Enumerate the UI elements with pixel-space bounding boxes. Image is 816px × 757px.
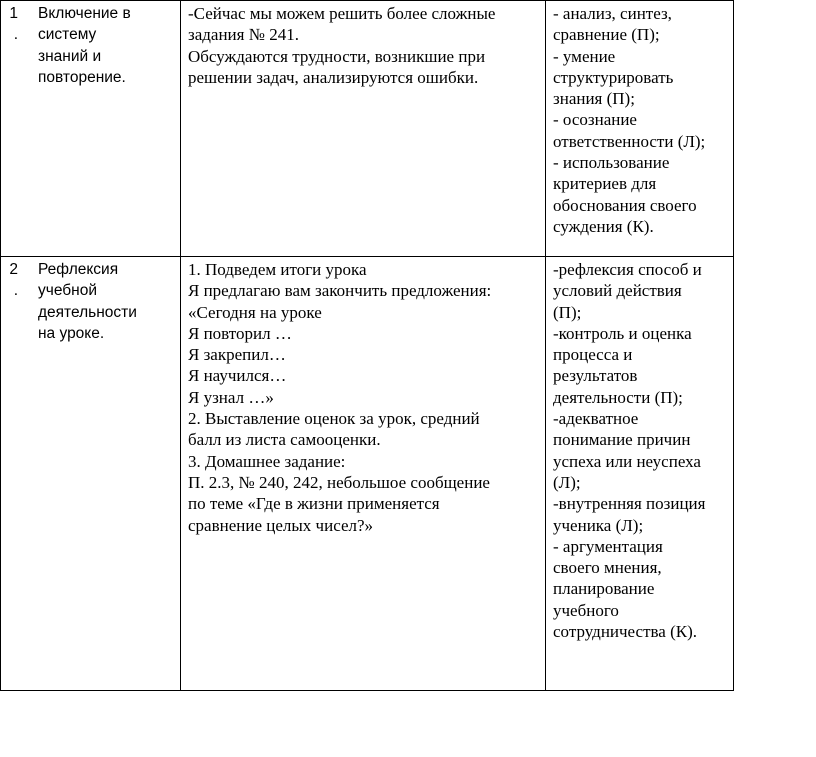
- skill-line: -рефлексия способ и: [553, 260, 702, 279]
- activity-line: Я узнал …»: [188, 387, 274, 407]
- activity-line: по теме «Где в жизни применяется: [188, 494, 440, 514]
- activity-line: задания № 241.: [188, 25, 299, 45]
- skill-line: ученика (Л);: [553, 515, 644, 535]
- activity-line: Обсуждаются трудности, возникшие при: [188, 46, 486, 66]
- skill-line: (П);: [553, 302, 582, 322]
- skill-line: сравнение (П);: [553, 25, 660, 45]
- activity-line: Я предлагаю вам закончить предложения:: [188, 281, 492, 301]
- skill-line: понимание причин: [553, 430, 691, 450]
- skill-line: (Л);: [553, 472, 581, 492]
- activity-line: 3. Домашнее задание:: [188, 451, 346, 471]
- skill-line: критериев для: [553, 174, 657, 194]
- activity-cell: [181, 1, 546, 257]
- skill-line: обоснования своего: [553, 195, 697, 215]
- row-number: 1.: [9, 5, 18, 44]
- activity-cell: [181, 257, 546, 691]
- skill-line: результатов: [553, 366, 638, 386]
- activity-line: Я закрепил…: [188, 345, 286, 365]
- activity-line: Я повторил …: [188, 323, 292, 343]
- row-number: 2.: [9, 261, 18, 300]
- table-row: [1, 1, 734, 257]
- skill-line: -адекватное: [553, 409, 639, 429]
- skill-line: -контроль и оценка: [553, 323, 692, 343]
- skill-line: - умение: [553, 46, 616, 66]
- skill-line: процесса и: [553, 345, 633, 365]
- stage-cell: [1, 1, 181, 257]
- skill-line: - осознание: [553, 110, 637, 130]
- activity-line: П. 2.3, № 240, 242, небольшое сообщение: [188, 472, 490, 492]
- skill-line: своего мнения,: [553, 558, 662, 578]
- skill-line: - анализ, синтез,: [553, 4, 672, 23]
- skill-line: учебного: [553, 600, 619, 620]
- activity-line: решении задач, анализируются ошибки.: [188, 67, 479, 87]
- skill-line: деятельности (П);: [553, 387, 683, 407]
- skills-cell: [546, 257, 734, 691]
- activity-line: -Сейчас мы можем решить более сложные: [188, 4, 496, 23]
- skill-line: сотрудничества (К).: [553, 622, 698, 642]
- skill-line: успеха или неуспеха: [553, 451, 701, 471]
- table-row: [1, 257, 734, 691]
- skill-line: - использование: [553, 153, 670, 173]
- skill-line: условий действия: [553, 281, 682, 301]
- skill-line: суждения (К).: [553, 216, 654, 236]
- skills-cell: [546, 1, 734, 257]
- activity-line: сравнение целых чисел?»: [188, 515, 374, 535]
- skill-line: -внутренняя позиция: [553, 494, 706, 514]
- skill-line: планирование: [553, 579, 655, 599]
- activity-line: 2. Выставление оценок за урок, средний: [188, 409, 480, 429]
- activity-line: балл из листа самооценки.: [188, 430, 381, 450]
- skill-line: - аргументация: [553, 536, 663, 556]
- skill-line: знания (П);: [553, 89, 635, 109]
- skill-line: структурировать: [553, 67, 674, 87]
- activity-line: «Сегодня на уроке: [188, 302, 322, 322]
- activity-line: 1. Подведем итоги урока: [188, 260, 367, 279]
- stage-title: Включение в систему знаний и повторение.: [38, 5, 131, 86]
- stage-cell: [1, 257, 181, 691]
- stage-title: Рефлексия учебной деятельности на уроке.: [38, 261, 137, 342]
- skill-line: ответственности (Л);: [553, 131, 706, 151]
- activity-line: Я научился…: [188, 366, 287, 386]
